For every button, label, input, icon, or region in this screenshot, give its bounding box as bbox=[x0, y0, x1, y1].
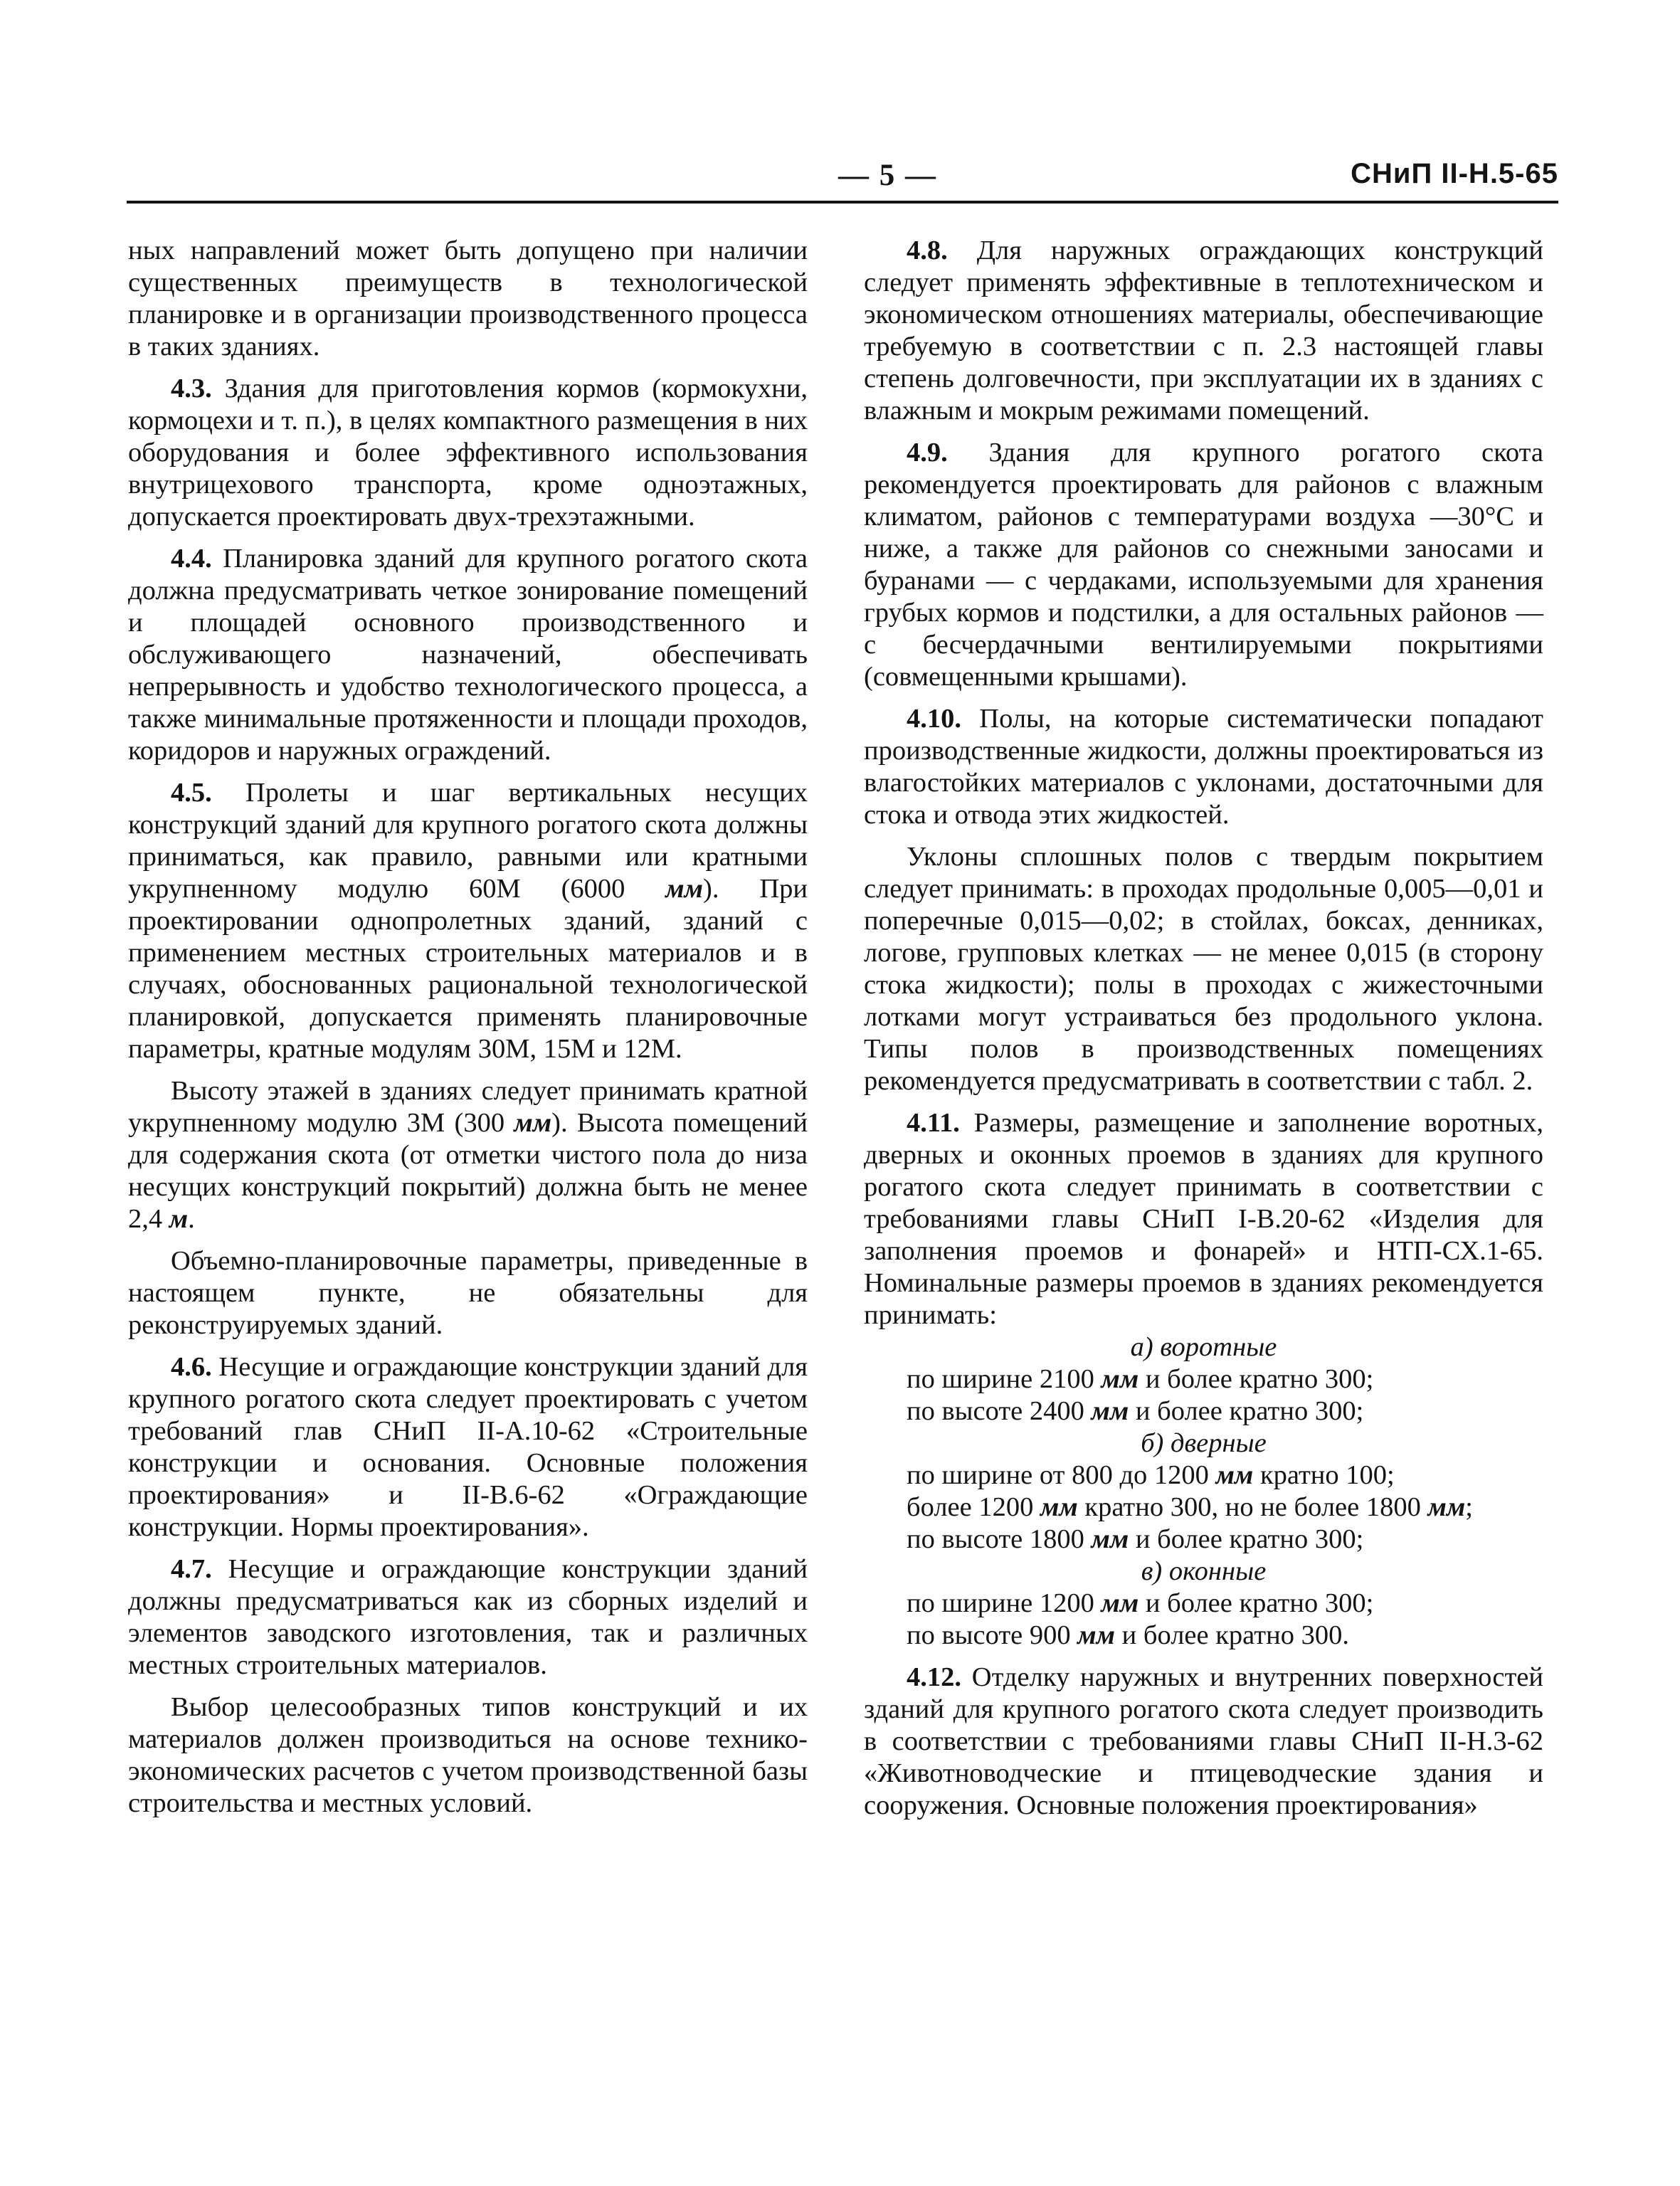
paragraph-4-10: 4.10. Полы, на которые систематически попадают производственные жидкости, должны проектироваться из влагостойких материалов с уклонами, достаточными для стока и отвода этих жидкостей. bbox=[864, 704, 1543, 830]
page-header bbox=[127, 158, 1558, 199]
paragraph-number: 4.10. bbox=[907, 704, 961, 734]
paragraph-4-6: 4.6. Несущие и ограждающие конструкции зданий для крупного рогатого скота следует проектировать с учетом требований глав СНиП II-А.10-62 «Строительные конструкции и основания. Основные положения проектирования» и II-В.6-62 «Ограждающие конструкции. Нормы проектирования». bbox=[128, 1352, 808, 1542]
paragraph-number: 4.9. bbox=[907, 438, 948, 468]
document-code: СНиП II-Н.5-65 bbox=[1351, 158, 1558, 189]
paragraph-number: 4.6. bbox=[171, 1352, 212, 1382]
doors-width-line: по ширине от 800 до 1200 мм кратно 100; bbox=[907, 1460, 1395, 1490]
paragraph-number: 4.5. bbox=[171, 778, 212, 808]
paragraph-4-12: 4.12. Отделку наружных и внутренних поверхностей зданий для крупного рогатого скота следует производить в соответствии с требованиями главы СНиП II-Н.3-62 «Животноводческие и птицеводческие здания и сооружения. Основные положения проектирования» bbox=[864, 1662, 1543, 1820]
subheading-gates: а) воротные bbox=[1130, 1332, 1277, 1362]
paragraph-number: 4.3. bbox=[171, 374, 212, 403]
subheading-windows: в) оконные bbox=[1141, 1556, 1267, 1586]
subheading-doors: б) дверные bbox=[1141, 1428, 1267, 1458]
header-rule bbox=[127, 201, 1558, 204]
doors-width-over-line: более 1200 мм кратно 300, но не более 1800 мм; bbox=[907, 1492, 1473, 1522]
paragraph-4-11: 4.11. Размеры, размещение и заполнение воротных, дверных и оконных проемов в зданиях для крупного рогатого скота следует принимать в соответствии с требованиями главы СНиП I-В.20-62 «Изделия для заполнения проемов и фонарей» и НТП-СХ.1-65. Номинальные размеры проемов в зданиях рекомендуется принимать: bbox=[864, 1108, 1543, 1330]
paragraph-continuation: ных направлений может быть допущено при наличии существенных преимуществ в технологической планировке и в организации производственного процесса в таких зданиях. bbox=[128, 236, 808, 361]
paragraph-4-3: 4.3. Здания для приготовления кормов (кормокухни, кормоцехи и т. п.), в целях компактного размещения в них оборудования и более эффективного использования внутрицехового транспорта, кроме одноэтажных, допускается проектировать двух-трехэтажными. bbox=[128, 374, 808, 532]
page-number: — 5 — bbox=[838, 159, 937, 192]
right-column bbox=[864, 235, 1543, 1832]
paragraph-number: 4.12. bbox=[907, 1662, 961, 1692]
paragraph-number: 4.8. bbox=[907, 236, 948, 265]
gates-width-line: по ширине 2100 мм и более кратно 300; bbox=[907, 1364, 1374, 1394]
windows-height-line: по высоте 900 мм и более кратно 300. bbox=[907, 1620, 1349, 1650]
windows-width-line: по ширине 1200 мм и более кратно 300; bbox=[907, 1588, 1374, 1618]
paragraph-number: 4.11. bbox=[907, 1108, 960, 1138]
paragraph-parameters-note: Объемно-планировочные параметры, приведенные в настоящем пункте, не обязательны для реконструируемых зданий. bbox=[128, 1246, 808, 1340]
gates-height-line: по высоте 2400 мм и более кратно 300; bbox=[907, 1396, 1364, 1426]
paragraph-4-5: 4.5. Пролеты и шаг вертикальных несущих конструкций зданий для крупного рогатого скота должны приниматься, как правило, равными или кратными укрупненному модулю 60М (6000 мм). При проектировании однопролетных зданий, зданий с применением местных строительных материалов и в случаях, обоснованных рациональной технологической планировкой, допускается применять планировочные параметры, кратные модулям 30М, 15М и 12М. bbox=[128, 778, 808, 1064]
doors-height-line: по высоте 1800 мм и более кратно 300; bbox=[907, 1524, 1364, 1554]
paragraph-number: 4.4. bbox=[171, 544, 212, 574]
paragraph-4-9: 4.9. Здания для крупного рогатого скота рекомендуется проектировать для районов с влажным климатом, районов с температурами воздуха —30°С и ниже, а также для районов со снежными заносами и буранами — с чердаками, используемыми для хранения грубых кормов и подстилки, а для остальных районов — с бесчердачными вентилируемыми покрытиями (совмещенными крышами). bbox=[864, 438, 1543, 692]
paragraph-4-8: 4.8. Для наружных ограждающих конструкций следует применять эффективные в теплотехническом и экономическом отношениях материалы, обеспечивающие требуемую в соответствии с п. 2.3 настоящей главы степень долговечности, при эксплуатации их в зданиях с влажным и мокрым режимами помещений. bbox=[864, 236, 1543, 426]
paragraph-number: 4.7. bbox=[171, 1554, 212, 1584]
paragraph-4-4: 4.4. Планировка зданий для крупного рогатого скота должна предусматривать четкое зонирование помещений и площадей основного производственного и обслуживающего назначений, обеспечивать непрерывность и удобство технологического процесса, а также минимальные протяженности и площади проходов, коридоров и наружных ограждений. bbox=[128, 544, 808, 766]
paragraph-4-7: 4.7. Несущие и ограждающие конструкции зданий должны предусматриваться как из сборных изделий и элементов заводского изготовления, так и различных местных строительных материалов. bbox=[128, 1554, 808, 1680]
paragraph-construction-choice: Выбор целесообразных типов конструкций и их материалов должен производиться на основе технико-экономических расчетов с учетом производственной базы строительства и местных условий. bbox=[128, 1692, 808, 1818]
left-column bbox=[128, 235, 808, 1829]
paragraph-floor-height: Высоту этажей в зданиях следует принимать кратной укрупненному модулю 3М (300 мм). Высота помещений для содержания скота (от отметки чистого пола до низа несущих конструкций покрытий) должна быть не менее 2,4 м. bbox=[128, 1076, 808, 1234]
paragraph-floor-slopes: Уклоны сплошных полов с твердым покрытием следует принимать: в проходах продольные 0,005—0,01 и поперечные 0,015—0,02; в стойлах, боксах, денниках, логове, групповых клетках — не менее 0,015 (в сторону стока жидкости); полы в проходах с жижесточными лотками могут устраиваться без продольного уклона. Типы полов в производственных помещениях рекомендуется предусматривать в соответствии с табл. 2. bbox=[864, 842, 1543, 1096]
